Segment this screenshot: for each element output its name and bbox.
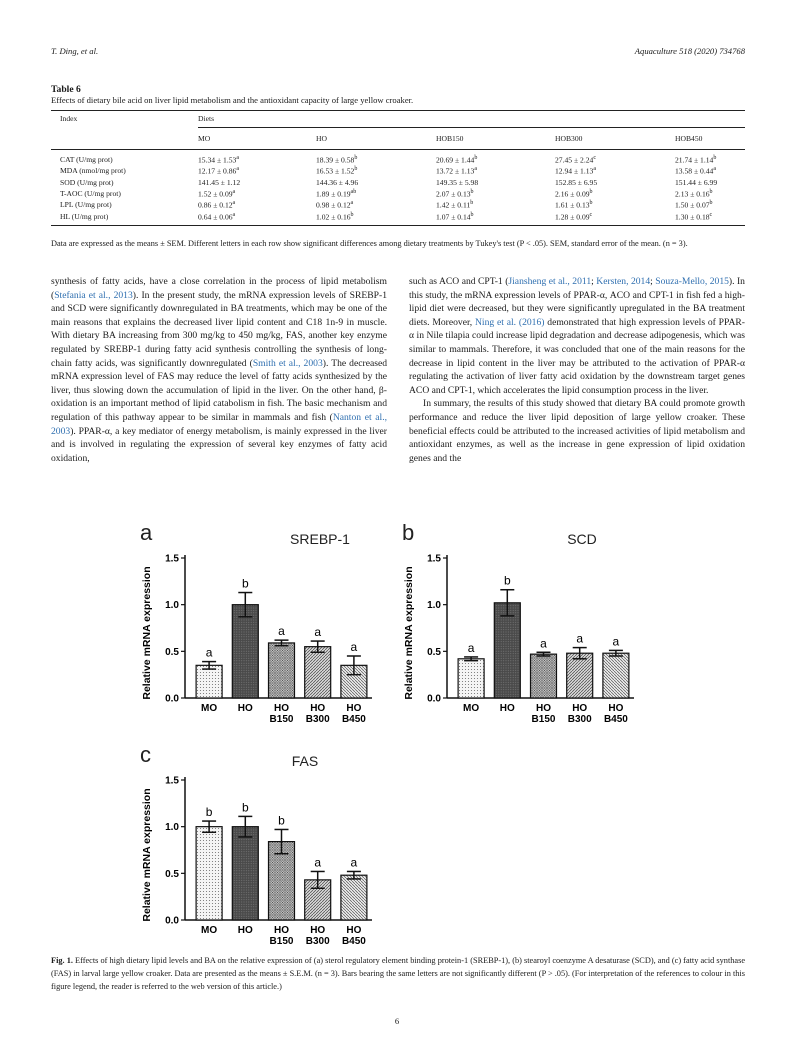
x-tick-label: MO xyxy=(463,703,480,714)
table-cell: 1.52 ± 0.09$^a$ xyxy=(198,188,236,199)
significance-letter: a xyxy=(350,855,358,870)
table-header-rule xyxy=(51,149,745,150)
citation-link[interactable]: Stefania et al., 2013 xyxy=(54,289,133,301)
table-cell: 0.64 ± 0.06$^a$ xyxy=(198,211,236,222)
x-tick-label: HO xyxy=(310,925,326,936)
table-cell: 2.16 ± 0.09$^b$ xyxy=(555,188,593,199)
x-tick-label: HO xyxy=(274,703,289,714)
table-row-label: CAT (U/mg prot) xyxy=(60,155,113,164)
significance-letter: a xyxy=(314,855,322,870)
table-cell: 18.39 ± 0.58$^b$ xyxy=(316,155,358,165)
bar xyxy=(567,653,593,698)
table-cell: 12.17 ± 0.86$^a$ xyxy=(198,166,240,176)
table-cell: 15.34 ± 1.53$^a$ xyxy=(198,155,240,165)
x-tick-label: HO xyxy=(237,703,253,714)
table-row-label: LPL (U/mg prot) xyxy=(60,200,112,210)
table-cell: 1.02 ± 0.16$^b$ xyxy=(316,211,354,222)
x-tick-label: HO xyxy=(536,703,551,714)
table-cell: 1.42 ± 0.11$^b$ xyxy=(436,200,474,210)
x-tick-label: B300 xyxy=(567,714,592,725)
significance-letter: a xyxy=(467,640,475,655)
table-cell: 1.89 ± 0.19$^{ab}$ xyxy=(316,188,357,199)
bar xyxy=(305,647,331,698)
y-tick-label: 0.0 xyxy=(165,693,179,705)
y-axis-label: Relative mRNA expression xyxy=(141,788,153,922)
y-tick-label: 1.0 xyxy=(427,600,441,612)
table-cell: 144.36 ± 4.96 xyxy=(316,177,359,187)
table-column-header: MO xyxy=(198,134,211,143)
table-cell: 0.98 ± 0.12$^a$ xyxy=(316,200,354,210)
x-tick-label: HO xyxy=(499,703,515,714)
y-tick-label: 0.0 xyxy=(427,693,441,705)
bar xyxy=(603,653,629,698)
running-header-journal: Aquaculture 518 (2020) 734768 xyxy=(634,46,745,56)
y-tick-label: 1.0 xyxy=(165,600,179,612)
citation-link[interactable]: Kersten, 2014 xyxy=(596,276,651,287)
page-number: 6 xyxy=(394,1016,400,1026)
x-tick-label: HO xyxy=(274,925,289,936)
table-cell: 1.07 ± 0.14$^b$ xyxy=(436,211,474,222)
significance-letter: a xyxy=(576,631,584,646)
x-tick-label: B150 xyxy=(269,936,294,947)
figure-caption: Fig. 1. Effects of high dietary lipid levels and BA on the relative expression of (a) sterol regulatory element binding protein-1 (SREBP-1), (b) stearoyl coenzyme A desaturase (SCD), and (c) fatty acid synthase (FAS) in larval large yellow croaker. Data are presented as the means ± S.E.M. (n = 3). Bars bearing the same letters are not significantly different (P > .05). (For interpretation of the references to colour in this figure legend, the reader is referred to the web version of this article.) xyxy=(51,956,745,991)
x-tick-label: MO xyxy=(201,925,218,936)
figure-panel-a xyxy=(130,518,390,725)
table-diets-header: Diets xyxy=(198,114,215,123)
table-cell: 0.86 ± 0.12$^a$ xyxy=(198,200,236,210)
y-axis-label: Relative mRNA expression xyxy=(403,566,415,700)
x-tick-label: HO xyxy=(310,703,326,714)
y-tick-label: 1.5 xyxy=(165,553,179,565)
table-cell: 13.72 ± 1.13$^a$ xyxy=(436,166,478,176)
significance-letter: a xyxy=(278,624,285,639)
body-text-right-column: such as ACO and CPT-1 (Jiansheng et al., 2011; Kersten, 2014; Souza-Mello, 2015). In this study, the mRNA expression levels of PPAR-α, ACO and CPT-1 in fish fed a high-lipid diet were decreased, but they were significantly upregulated in the BA treatment diets. Moreover, Ning et al. (2016) demonstrated that high expression levels of PPAR-α in Nile tilapia could increase lipid degradation and decrease adipogenesis, which was similar to mammals. Therefore, it was concluded that one of the main reasons for the decrease in lipid content in the liver may be attributed to the activation of PPAR-α regulating the activation of liver fatty acid oxidation by the downstream target genes ACO and CPT-1, which accelerates the lipid consumption process in the liver. In summary, the results of this study showed that dietary BA could promote growth performance and reduce the liver lipid deposition of large yellow croaker. These beneficial effects could be attributed to the increased activities of lipid metabolism and antioxidant enzymes, as well as the increase in gene expression of lipid oxidation genes and the xyxy=(409,276,745,464)
table-cell: 1.61 ± 0.13$^b$ xyxy=(555,200,593,210)
table-row-label: MDA (nmol/mg prot) xyxy=(60,166,126,176)
bar xyxy=(269,643,295,698)
significance-letter: b xyxy=(278,813,285,828)
panel-letter: c xyxy=(140,742,151,767)
table-top-rule xyxy=(51,110,745,111)
bar xyxy=(232,605,258,698)
table-footnote: Data are expressed as the means ± SEM. Different letters in each row show significant differences among dietary treatments by Tukey's test (P < .05). SEM, standard error of the mean. (n = 3). xyxy=(51,239,688,248)
panel-letter: b xyxy=(402,520,415,545)
x-tick-label: B450 xyxy=(341,936,366,947)
significance-letter: a xyxy=(350,640,358,654)
chart-title: SCD xyxy=(567,531,597,547)
x-tick-label: MO xyxy=(201,703,218,714)
table-row-label: SOD (U/mg prot) xyxy=(60,177,114,187)
significance-letter: b xyxy=(241,800,249,815)
y-tick-label: 0.5 xyxy=(165,868,179,880)
y-tick-label: 0.5 xyxy=(165,646,179,658)
table-diets-rule xyxy=(198,127,745,128)
panel-letter: a xyxy=(140,520,153,545)
y-tick-label: 0.5 xyxy=(427,646,441,658)
significance-letter: a xyxy=(205,645,213,660)
table-row-label: HL (U/mg prot) xyxy=(60,211,109,221)
bar xyxy=(531,654,557,698)
y-tick-label: 1.0 xyxy=(165,822,179,834)
significance-letter: b xyxy=(241,576,249,591)
y-axis-label: Relative mRNA expression xyxy=(141,566,153,700)
x-tick-label: B150 xyxy=(269,714,294,725)
table-cell: 149.35 ± 5.98 xyxy=(436,177,479,187)
table-caption: Effects of dietary bile acid on liver lipid metabolism and the antioxidant capacity of large yellow croaker. xyxy=(51,95,414,105)
table-index-header: Index xyxy=(60,114,78,123)
table-column-header: HOB150 xyxy=(436,134,464,143)
table-cell: 1.30 ± 0.18$^c$ xyxy=(675,211,713,222)
table-bottom-rule xyxy=(51,225,745,226)
citation-link[interactable]: Jiansheng et al., 2011 xyxy=(508,276,592,287)
citation-link[interactable]: Nanton et al., 2003 xyxy=(51,411,387,437)
table-cell: 151.44 ± 6.99 xyxy=(675,177,718,187)
significance-letter: a xyxy=(540,636,547,651)
y-tick-label: 1.5 xyxy=(165,775,179,787)
table-cell: 1.28 ± 0.09$^c$ xyxy=(555,211,593,222)
figure-panel-c xyxy=(130,740,390,947)
table-cell: 20.69 ± 1.44$^b$ xyxy=(436,155,478,165)
body-text-left-column: synthesis of fatty acids, have a close correlation in the process of lipid metabolism (Stefania et al., 2013). In the present study, the mRNA expression levels of SREBP-1 and SCD were significantly downregulated in BA treatments, which may be one of the main reasons that explains the decreased liver lipid content and C18 1n-9 in muscle. With dietary BA increasing from 300 mg/kg to 450 mg/kg, FAS, another key enzyme regulated by SREBP-1 during fatty acid synthesis controlling the synthesis of long-chain fatty acids, was significantly downregulated (Smith et al., 2003). The decreased mRNA expression level of FAS may reduce the level of fatty acids synthesized by the liver, thus slowing down the accumulation of lipid in the liver. On the other hand, β-oxidation is an important method of lipid catabolism in fish. The basic mechanism and regulation of this pathway appear to be similar in mammals and fish (Nanton et al., 2003). PPAR-α, a key mediator of energy metabolism, is mainly expressed in the liver and is involved in regulating the expression of several key enzymes of fatty acid oxidation, xyxy=(51,276,387,464)
y-tick-label: 1.5 xyxy=(427,553,441,565)
running-header-authors: T. Ding, et al. xyxy=(51,46,99,56)
table-cell: 12.94 ± 1.13$^a$ xyxy=(555,166,597,176)
chart-title: FAS xyxy=(291,753,319,769)
citation-link[interactable]: Smith et al., 2003 xyxy=(252,357,323,369)
table-label: Table 6 xyxy=(51,84,81,95)
x-tick-label: B450 xyxy=(603,714,628,725)
table-cell: 2.07 ± 0.13$^b$ xyxy=(436,188,474,199)
x-tick-label: B300 xyxy=(305,936,330,947)
table-cell: 21.74 ± 1.14$^b$ xyxy=(675,155,717,165)
x-tick-label: HO xyxy=(237,925,253,936)
table-column-header: HOB300 xyxy=(555,134,583,143)
x-tick-label: HO xyxy=(572,703,588,714)
x-tick-label: HO xyxy=(346,925,362,936)
x-tick-label: B300 xyxy=(305,714,330,725)
citation-link[interactable]: Ning et al. (2016) xyxy=(475,316,545,328)
table-cell: 13.58 ± 0.44$^a$ xyxy=(675,166,717,176)
citation-link[interactable]: Souza-Mello, 2015 xyxy=(655,276,729,287)
bar xyxy=(196,827,222,920)
significance-letter: b xyxy=(205,805,213,820)
significance-letter: b xyxy=(503,573,511,588)
bar xyxy=(232,827,258,920)
table-column-header: HO xyxy=(316,134,327,143)
bar xyxy=(458,659,484,698)
significance-letter: a xyxy=(612,634,620,649)
x-tick-label: B450 xyxy=(341,714,366,725)
x-tick-label: HO xyxy=(608,703,624,714)
significance-letter: a xyxy=(314,625,322,640)
table-cell: 2.13 ± 0.16$^b$ xyxy=(675,188,713,199)
table-cell: 152.85 ± 6.95 xyxy=(555,177,598,187)
table-cell: 1.50 ± 0.07$^b$ xyxy=(675,200,713,210)
table-cell: 16.53 ± 1.52$^b$ xyxy=(316,166,358,176)
x-tick-label: B150 xyxy=(531,714,556,725)
bar xyxy=(196,665,222,698)
bar xyxy=(341,875,367,920)
table-column-header: HOB450 xyxy=(675,134,703,143)
figure-panel-b xyxy=(392,518,652,725)
x-tick-label: HO xyxy=(346,703,362,714)
bar xyxy=(494,603,520,698)
y-tick-label: 0.0 xyxy=(165,915,179,927)
chart-title: SREBP-1 xyxy=(290,531,350,547)
table-cell: 141.45 ± 1.12 xyxy=(198,177,241,187)
table-row-label: T-AOC (U/mg prot) xyxy=(60,188,121,198)
table-cell: 27.45 ± 2.24$^c$ xyxy=(555,155,597,165)
